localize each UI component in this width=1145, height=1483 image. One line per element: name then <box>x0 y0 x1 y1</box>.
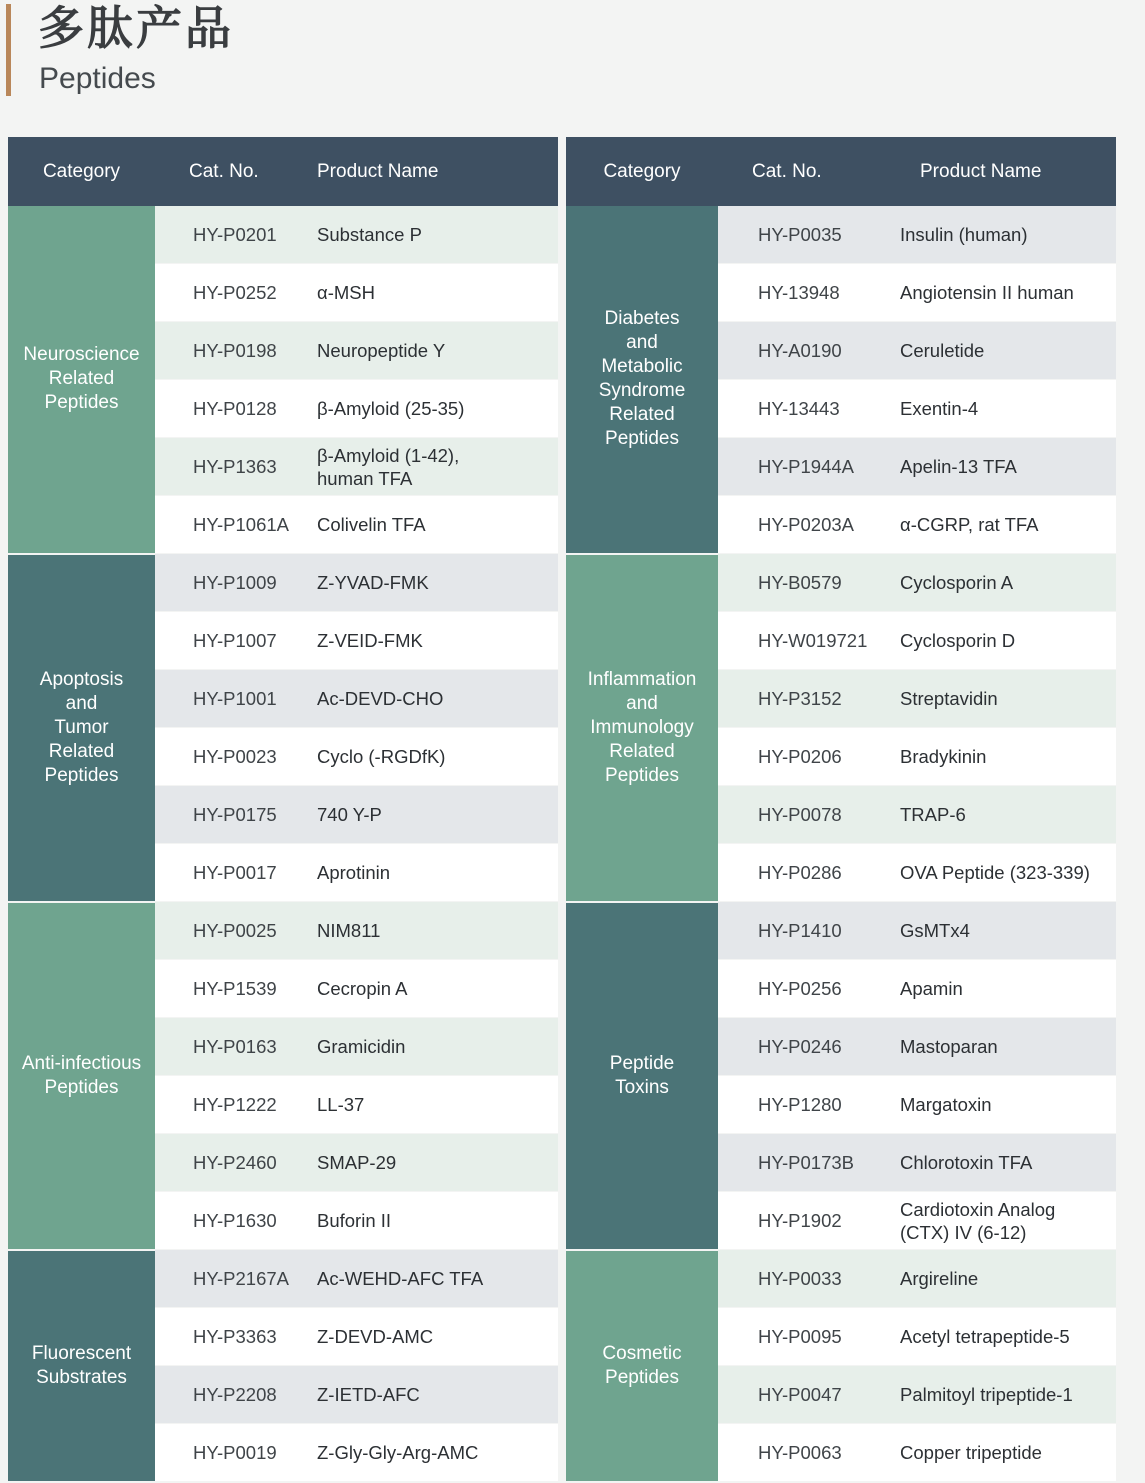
category-cell <box>8 902 155 1250</box>
cat-no-cell: HY-P1009 <box>155 554 295 612</box>
product-name-text: Palmitoyl tripeptide-1 <box>900 1384 1073 1405</box>
product-name-cell <box>295 380 558 438</box>
product-name-cell <box>898 1076 1116 1134</box>
product-name-text: Cecropin A <box>317 978 408 999</box>
product-name-text: Ceruletide <box>900 340 985 361</box>
product-name-text: Copper tripeptide <box>900 1442 1042 1463</box>
product-name-cell <box>898 786 1116 844</box>
product-name-cell <box>898 1250 1116 1308</box>
product-name-text: α-CGRP, rat TFA <box>900 514 1039 535</box>
cat-no-cell: HY-P3152 <box>718 670 898 728</box>
cat-no-cell: HY-P0035 <box>718 206 898 264</box>
category-label: Peptides <box>44 392 119 414</box>
product-name-text: Colivelin TFA <box>317 514 426 535</box>
category-label: Anti-infectious <box>21 1052 142 1074</box>
cat-no-cell: HY-P3363 <box>155 1308 295 1366</box>
product-name-text: Cardiotoxin Analog <box>900 1198 1056 1220</box>
cat-no-cell: HY-P0256 <box>718 960 898 1018</box>
product-name-text: human TFA <box>317 467 413 489</box>
table-row <box>566 1250 1116 1308</box>
product-name-text: Chlorotoxin TFA <box>900 1152 1033 1173</box>
table-row <box>8 206 558 264</box>
product-name-cell <box>295 1366 558 1424</box>
cat-no-cell: HY-P1410 <box>718 902 898 960</box>
category-label: Immunology <box>590 716 694 738</box>
table-header-row <box>8 137 558 206</box>
category-label: Diabetes <box>604 308 680 330</box>
product-name-cell <box>295 902 558 960</box>
category-label: Apoptosis <box>39 668 124 690</box>
product-name-text: Aprotinin <box>317 862 391 883</box>
category-label: and <box>626 692 658 714</box>
product-name-text: Bradykinin <box>900 746 987 767</box>
category-label: Neuroscience <box>23 344 140 366</box>
product-name-text: NIM811 <box>317 920 381 941</box>
product-name-cell <box>898 960 1116 1018</box>
product-name-cell <box>295 438 558 496</box>
product-name-cell <box>898 902 1116 960</box>
cat-no-cell: HY-B0579 <box>718 554 898 612</box>
product-name-cell <box>295 1308 558 1366</box>
cat-no-cell: HY-P1280 <box>718 1076 898 1134</box>
cat-no-cell: HY-P0033 <box>718 1250 898 1308</box>
peptide-table-right <box>566 137 1116 1483</box>
product-name-text: Cyclosporin A <box>900 572 1014 593</box>
category-label: Related <box>609 740 675 762</box>
product-name-text: (CTX) IV (6-12) <box>900 1221 1027 1243</box>
category-cell <box>8 206 155 554</box>
product-name-cell <box>295 1134 558 1192</box>
product-name-cell <box>295 554 558 612</box>
category-label: Peptides <box>605 1366 679 1388</box>
product-name-cell <box>295 960 558 1018</box>
product-name-text: α-MSH <box>317 282 375 303</box>
page-header <box>0 0 1145 130</box>
product-name-text: Neuropeptide Y <box>317 340 446 361</box>
product-name-text: TRAP-6 <box>900 804 966 825</box>
product-name-text: Acetyl tetrapeptide-5 <box>900 1326 1070 1347</box>
product-name-cell <box>898 1134 1116 1192</box>
product-name-text: GsMTx4 <box>900 920 970 941</box>
product-name-cell <box>898 206 1116 264</box>
product-name-cell <box>898 844 1116 902</box>
cat-no-cell: HY-P0175 <box>155 786 295 844</box>
page-title-english: Peptides <box>39 62 156 95</box>
product-name-text: Angiotensin II human <box>900 282 1074 303</box>
product-name-cell <box>898 322 1116 380</box>
cat-no-cell: HY-P0163 <box>155 1018 295 1076</box>
category-label: Toxins <box>615 1076 669 1098</box>
product-name-text: Z-DEVD-AMC <box>317 1326 434 1347</box>
cat-no-cell: HY-P0047 <box>718 1366 898 1424</box>
product-name-cell <box>295 1018 558 1076</box>
product-name-text: Ac-DEVD-CHO <box>317 688 444 709</box>
cat-no-cell: HY-W019721 <box>718 612 898 670</box>
cat-no-cell: HY-A0190 <box>718 322 898 380</box>
accent-bar <box>6 4 11 96</box>
cat-no-cell: HY-P1944A <box>718 438 898 496</box>
category-label: Related <box>48 368 115 390</box>
product-name-text: Streptavidin <box>900 688 998 709</box>
category-cell <box>566 902 718 1250</box>
cat-no-cell: HY-P0246 <box>718 1018 898 1076</box>
product-name-cell <box>295 322 558 380</box>
category-label: Fluorescent <box>31 1342 132 1364</box>
cat-no-cell: HY-P1363 <box>155 438 295 496</box>
product-name-cell <box>295 612 558 670</box>
product-name-cell <box>295 786 558 844</box>
product-name-text: LL-37 <box>317 1094 365 1115</box>
product-name-cell <box>295 496 558 554</box>
category-cell <box>566 206 718 554</box>
cat-no-cell: HY-P0203A <box>718 496 898 554</box>
cat-no-cell: HY-P0206 <box>718 728 898 786</box>
product-name-cell <box>898 554 1116 612</box>
cat-no-cell: HY-P1061A <box>155 496 295 554</box>
cat-no-cell: HY-P0201 <box>155 206 295 264</box>
product-name-cell <box>295 728 558 786</box>
header-category: Category <box>566 137 718 206</box>
peptide-table-left <box>8 137 558 1483</box>
cat-no-cell: HY-P0173B <box>718 1134 898 1192</box>
cat-no-cell: HY-P0286 <box>718 844 898 902</box>
product-name-text: Buforin II <box>317 1210 392 1231</box>
table-row <box>8 554 558 612</box>
cat-no-cell: HY-P1539 <box>155 960 295 1018</box>
cat-no-cell: HY-P1222 <box>155 1076 295 1134</box>
table-row <box>566 554 1116 612</box>
category-label: and <box>65 692 98 714</box>
product-name-cell <box>898 438 1116 496</box>
category-label: Peptides <box>44 1076 119 1098</box>
cat-no-cell: HY-P2460 <box>155 1134 295 1192</box>
cat-no-cell: HY-P1001 <box>155 670 295 728</box>
product-name-cell <box>898 612 1116 670</box>
table-body-left <box>8 206 558 1482</box>
table-header-row <box>566 137 1116 206</box>
header-cat-no: Cat. No. <box>718 137 898 206</box>
table-row <box>566 206 1116 264</box>
product-name-text: Cyclo (-RGDfK) <box>317 746 446 767</box>
product-name-cell <box>295 670 558 728</box>
product-name-text: Substance P <box>317 224 422 245</box>
table-row <box>566 902 1116 960</box>
category-label: Peptides <box>605 428 679 450</box>
product-name-text: Exentin-4 <box>900 398 979 419</box>
category-label: Related <box>609 404 675 426</box>
cat-no-cell: HY-P2167A <box>155 1250 295 1308</box>
product-name-text: OVA Peptide (323-339) <box>900 862 1090 883</box>
product-name-cell <box>898 1424 1116 1482</box>
header-cat-no: Cat. No. <box>155 137 295 206</box>
product-name-text: Apamin <box>900 978 963 999</box>
product-name-text: Cyclosporin D <box>900 630 1016 651</box>
category-label: Related <box>48 740 115 762</box>
product-name-cell <box>898 1366 1116 1424</box>
product-name-text: Insulin (human) <box>900 224 1028 245</box>
product-name-cell <box>898 380 1116 438</box>
product-name-text: Apelin-13 TFA <box>900 456 1017 477</box>
product-name-text: Gramicidin <box>317 1036 406 1057</box>
cat-no-cell: HY-13948 <box>718 264 898 322</box>
cat-no-cell: HY-P0017 <box>155 844 295 902</box>
category-label: Inflammation <box>587 668 697 690</box>
category-label: Peptides <box>605 764 679 786</box>
product-name-cell <box>295 1250 558 1308</box>
product-name-text: Ac-WEHD-AFC TFA <box>317 1268 484 1289</box>
product-name-text: Margatoxin <box>900 1094 992 1115</box>
cat-no-cell: HY-P0019 <box>155 1424 295 1482</box>
category-label: Substrates <box>36 1366 127 1388</box>
product-name-text: Z-VEID-FMK <box>317 630 423 651</box>
cat-no-cell: HY-P2208 <box>155 1366 295 1424</box>
product-name-text: Z-Gly-Gly-Arg-AMC <box>317 1442 479 1463</box>
product-name-cell <box>898 264 1116 322</box>
cat-no-cell: HY-P0063 <box>718 1424 898 1482</box>
category-label: Tumor <box>54 716 109 738</box>
table-row <box>8 902 558 960</box>
category-cell <box>8 554 155 902</box>
category-label: and <box>626 332 658 354</box>
product-name-cell <box>898 496 1116 554</box>
cat-no-cell: HY-P0128 <box>155 380 295 438</box>
product-name-cell <box>295 844 558 902</box>
cat-no-cell: HY-13443 <box>718 380 898 438</box>
product-name-cell <box>898 1308 1116 1366</box>
cat-no-cell: HY-P1902 <box>718 1192 898 1250</box>
product-name-cell <box>295 264 558 322</box>
header-category: Category <box>8 137 155 206</box>
cat-no-cell: HY-P0095 <box>718 1308 898 1366</box>
category-label: Metabolic <box>601 356 683 378</box>
category-cell <box>566 1250 718 1482</box>
category-cell <box>566 554 718 902</box>
product-name-text: β-Amyloid (25-35) <box>317 398 465 419</box>
product-name-cell <box>295 1192 558 1250</box>
category-label: Syndrome <box>598 380 686 402</box>
cat-no-cell: HY-P1007 <box>155 612 295 670</box>
product-name-text: SMAP-29 <box>317 1152 397 1173</box>
cat-no-cell: HY-P1630 <box>155 1192 295 1250</box>
page-title-chinese: 多肽产品 <box>38 2 234 54</box>
product-name-cell <box>898 1192 1116 1250</box>
cat-no-cell: HY-P0025 <box>155 902 295 960</box>
table-body-right <box>566 206 1116 1482</box>
table-row <box>8 1250 558 1308</box>
cat-no-cell: HY-P0078 <box>718 786 898 844</box>
product-name-cell <box>898 1018 1116 1076</box>
cat-no-cell: HY-P0252 <box>155 264 295 322</box>
header-product-name: Product Name <box>898 137 1116 206</box>
category-label: Peptides <box>44 764 119 786</box>
category-label: Peptide <box>609 1052 675 1074</box>
cat-no-cell: HY-P0198 <box>155 322 295 380</box>
product-name-cell <box>295 1076 558 1134</box>
product-name-text: Z-YVAD-FMK <box>317 572 429 593</box>
product-name-text: 740 Y-P <box>317 804 382 825</box>
product-name-text: Z-IETD-AFC <box>317 1384 420 1405</box>
category-label: Cosmetic <box>602 1342 682 1364</box>
product-name-cell <box>295 1424 558 1482</box>
category-cell <box>8 1250 155 1482</box>
header-product-name: Product Name <box>295 137 558 206</box>
product-name-text: Mastoparan <box>900 1036 998 1057</box>
product-name-cell <box>898 728 1116 786</box>
product-name-cell <box>295 206 558 264</box>
cat-no-cell: HY-P0023 <box>155 728 295 786</box>
product-name-cell <box>898 670 1116 728</box>
product-name-text: β-Amyloid (1-42), <box>317 444 460 466</box>
product-name-text: Argireline <box>900 1268 979 1289</box>
